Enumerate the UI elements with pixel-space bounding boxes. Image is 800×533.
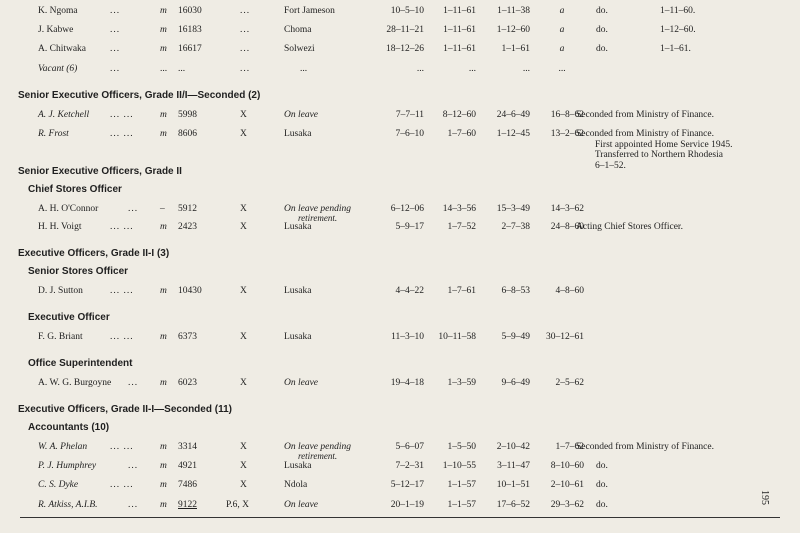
number-cell: 5998: [178, 110, 197, 120]
sex-cell: m: [160, 6, 167, 16]
table-row: [0, 61, 800, 77]
station-cell: Lusaka: [284, 222, 312, 232]
date-birth: 7–2–31: [395, 461, 424, 471]
sex-cell: m: [160, 222, 167, 232]
date-first: 2–10–42: [496, 442, 530, 452]
number-cell: ...: [178, 64, 186, 74]
class-cell: X: [240, 442, 247, 452]
class-cell: X: [240, 222, 247, 232]
date-birth: 4–4–22: [395, 286, 424, 296]
station-cell: On leave: [284, 378, 319, 388]
station-cell: Lusaka: [284, 332, 312, 342]
date-leave: 16–8–62: [550, 110, 584, 120]
sex-cell: m: [160, 25, 167, 35]
station-cell: On leave pending: [284, 204, 352, 214]
sub-heading: Executive Officer: [28, 312, 110, 323]
date-first: 15–3–49: [496, 204, 530, 214]
sex-cell: m: [160, 461, 167, 471]
date-birth: 18–12–26: [386, 44, 424, 54]
officer-name: P. J. Humphrey: [38, 461, 97, 471]
date-leave: 24–8–60: [550, 222, 584, 232]
leader-dots: ...: [128, 461, 139, 471]
bottom-rule: [20, 517, 780, 518]
officer-name: F. G. Briant: [38, 332, 83, 342]
remarks-cell: do.: [596, 480, 608, 490]
date-appointment: 1–11–61: [443, 25, 476, 35]
leader-dots: ... ...: [110, 129, 134, 139]
station-cell: Lusaka: [284, 129, 312, 139]
officer-name: A. Chitwaka: [38, 44, 87, 54]
date-birth: 20–1–19: [390, 500, 424, 510]
sub-heading: Chief Stores Officer: [28, 184, 122, 195]
officer-name: A. W. G. Burgoyne: [38, 378, 112, 388]
table-row: [0, 375, 800, 391]
date-appointment: 1–7–52: [447, 222, 476, 232]
table-row: [0, 477, 800, 493]
remarks-date: 1–1–61.: [660, 44, 691, 54]
date-birth: ...: [416, 64, 424, 74]
table-row: [0, 329, 800, 345]
date-leave: ...: [558, 64, 566, 74]
date-appointment: 1–1–57: [447, 480, 476, 490]
date-birth: 5–9–17: [395, 222, 424, 232]
date-birth: 5–6–07: [395, 442, 424, 452]
officer-name: A. J. Ketchell: [38, 110, 90, 120]
station-cell: On leave: [284, 500, 319, 510]
date-leave: 2–5–62: [555, 378, 584, 388]
sex-cell: m: [160, 129, 167, 139]
class-cell: ...: [240, 6, 251, 16]
number-cell: 8606: [178, 129, 197, 139]
remarks-cell: do.: [596, 500, 608, 510]
sex-cell: m: [160, 332, 167, 342]
officer-name: R. Frost: [38, 129, 69, 139]
station-cell: On leave pending: [284, 442, 352, 452]
leader-dots: ... ...: [110, 442, 134, 452]
date-first: 3–11–47: [497, 461, 530, 471]
number-cell: 9122: [178, 500, 197, 510]
date-leave: a: [559, 44, 565, 54]
number-cell: 16030: [178, 6, 202, 16]
remarks-cell: do.: [596, 6, 608, 16]
officer-name: Vacant (6): [38, 64, 78, 74]
class-cell: ...: [240, 25, 251, 35]
class-cell: X: [240, 480, 247, 490]
remarks-cell: do.: [596, 461, 608, 471]
date-birth: 7–6–10: [395, 129, 424, 139]
date-first: 6–8–53: [501, 286, 530, 296]
leader-dots: ...: [128, 378, 139, 388]
leader-dots: ...: [128, 204, 139, 214]
date-first: 1–12–45: [496, 129, 530, 139]
date-leave: 29–3–62: [550, 500, 584, 510]
leader-dots: ... ...: [110, 222, 134, 232]
page-number: 195: [759, 490, 770, 505]
table-row: [0, 219, 800, 235]
date-birth: 5–12–17: [390, 480, 424, 490]
sex-cell: ...: [160, 64, 168, 74]
date-appointment: 8–12–60: [442, 110, 476, 120]
sex-cell: m: [160, 110, 167, 120]
station-cell: Lusaka: [284, 461, 312, 471]
officer-name: D. J. Sutton: [38, 286, 83, 296]
sex-cell: –: [160, 204, 165, 214]
date-first: 10–1–51: [496, 480, 530, 490]
officer-name: A. H. O'Connor: [38, 204, 99, 214]
table-row: [0, 439, 800, 455]
leader-dots: ... ...: [110, 286, 134, 296]
leader-dots: ... ...: [110, 480, 134, 490]
remarks-date: 1–12–60.: [660, 25, 696, 35]
section-heading: Executive Officers, Grade II-I—Seconded (11): [18, 404, 232, 415]
number-cell: 4921: [178, 461, 197, 471]
officer-name: R. Atkiss, A.I.B.: [38, 500, 98, 510]
number-cell: 16183: [178, 25, 202, 35]
class-cell: X: [240, 332, 247, 342]
date-appointment: 1–10–55: [442, 461, 476, 471]
table-row: [0, 41, 800, 57]
class-cell: X: [240, 286, 247, 296]
date-birth: 28–11–21: [386, 25, 424, 35]
remarks-date: 1–11–60.: [660, 6, 696, 16]
date-leave: 2–10–61: [550, 480, 584, 490]
remarks-cell: Seconded from Ministry of Finance.: [576, 442, 714, 452]
date-first: 24–6–49: [496, 110, 530, 120]
number-cell: 7486: [178, 480, 197, 490]
leader-dots: ...: [110, 6, 121, 16]
date-first: 17–6–52: [496, 500, 530, 510]
date-first: ...: [522, 64, 530, 74]
remarks-cell: Acting Chief Stores Officer.: [576, 222, 683, 232]
section-heading: Senior Executive Officers, Grade II: [18, 166, 182, 177]
leader-dots: ...: [128, 500, 139, 510]
number-cell: 5912: [178, 204, 197, 214]
date-first: 2–7–38: [501, 222, 530, 232]
number-cell: 3314: [178, 442, 197, 452]
leader-dots: ... ...: [110, 332, 134, 342]
number-cell: 6373: [178, 332, 197, 342]
section-heading: Executive Officers, Grade II-I (3): [18, 248, 170, 259]
date-leave: a: [559, 6, 565, 16]
date-leave: 14–3–62: [550, 204, 584, 214]
sex-cell: m: [160, 480, 167, 490]
date-birth: 7–7–11: [395, 110, 424, 120]
class-cell: X: [240, 110, 247, 120]
date-appointment: 1–5–50: [447, 442, 476, 452]
date-first: 1–12–60: [496, 25, 530, 35]
station-cell: On leave: [284, 110, 319, 120]
table-row: [0, 458, 800, 474]
officer-name: K. Ngoma: [38, 6, 78, 16]
class-cell: X: [240, 461, 247, 471]
date-leave: 13–2–62: [550, 129, 584, 139]
class-cell: P.6, X: [226, 500, 249, 510]
table-row: [0, 22, 800, 38]
station-cell: Ndola: [284, 480, 308, 490]
station-cell: ...: [300, 64, 308, 74]
date-appointment: 1–11–61: [443, 44, 476, 54]
class-cell: X: [240, 204, 247, 214]
officer-name: W. A. Phelan: [38, 442, 88, 452]
station-cell: Solwezi: [284, 44, 315, 54]
date-leave: 30–12–61: [546, 332, 584, 342]
sub-heading: Office Superintendent: [28, 358, 133, 369]
table-row: [0, 201, 800, 217]
date-leave: a: [559, 25, 565, 35]
date-birth: 6–12–06: [390, 204, 424, 214]
leader-dots: ...: [110, 25, 121, 35]
number-cell: 2423: [178, 222, 197, 232]
date-appointment: 1–3–59: [447, 378, 476, 388]
date-appointment: 1–11–61: [443, 6, 476, 16]
remarks-block: Seconded from Ministry of Finance. First appointed Home Service 1945. Transferred to Northern Rhodesia 6–1–52.: [576, 129, 733, 171]
date-appointment: 1–7–61: [447, 286, 476, 296]
table-row: [0, 107, 800, 123]
station-note: retirement.: [298, 451, 338, 461]
officer-name: J. Kabwe: [38, 25, 74, 35]
date-birth: 11–3–10: [391, 332, 424, 342]
leader-dots: ...: [110, 44, 121, 54]
station-cell: Fort Jameson: [284, 6, 335, 16]
station-cell: Choma: [284, 25, 312, 35]
date-leave: 1–7–62: [555, 442, 584, 452]
number-cell: 6023: [178, 378, 197, 388]
date-appointment: ...: [468, 64, 476, 74]
date-appointment: 14–3–56: [442, 204, 476, 214]
class-cell: X: [240, 378, 247, 388]
date-leave: 4–8–60: [555, 286, 584, 296]
table-row: [0, 283, 800, 299]
officer-name: C. S. Dyke: [38, 480, 79, 490]
date-first: 1–11–38: [497, 6, 530, 16]
sex-cell: m: [160, 378, 167, 388]
sex-cell: m: [160, 286, 167, 296]
date-leave: 8–10–60: [550, 461, 584, 471]
remarks-cell: do.: [596, 25, 608, 35]
date-appointment: 1–7–60: [447, 129, 476, 139]
number-cell: 10430: [178, 286, 202, 296]
class-cell: ...: [240, 44, 251, 54]
table-row: [0, 497, 800, 513]
date-appointment: 10–11–58: [438, 332, 476, 342]
sub-heading: Accountants (10): [28, 422, 110, 433]
sex-cell: m: [160, 442, 167, 452]
leader-dots: ... ...: [110, 110, 134, 120]
sex-cell: m: [160, 44, 167, 54]
remarks-cell: do.: [596, 44, 608, 54]
sub-heading: Senior Stores Officer: [28, 266, 129, 277]
table-row: [0, 3, 800, 19]
date-appointment: 1–1–57: [447, 500, 476, 510]
leader-dots: ...: [110, 64, 121, 74]
officer-name: H. H. Voigt: [38, 222, 82, 232]
class-cell: X: [240, 129, 247, 139]
date-birth: 10–5–10: [390, 6, 424, 16]
date-birth: 19–4–18: [390, 378, 424, 388]
class-cell: ...: [240, 64, 251, 74]
station-cell: Lusaka: [284, 286, 312, 296]
remarks-cell: Seconded from Ministry of Finance.: [576, 110, 714, 120]
sex-cell: m: [160, 500, 167, 510]
section-heading: Senior Executive Officers, Grade II/I—Seconded (2): [18, 90, 261, 101]
number-cell: 16617: [178, 44, 202, 54]
date-first: 5–9–49: [501, 332, 530, 342]
date-first: 1–1–61: [501, 44, 530, 54]
station-note: retirement.: [298, 213, 338, 223]
date-first: 9–6–49: [501, 378, 530, 388]
